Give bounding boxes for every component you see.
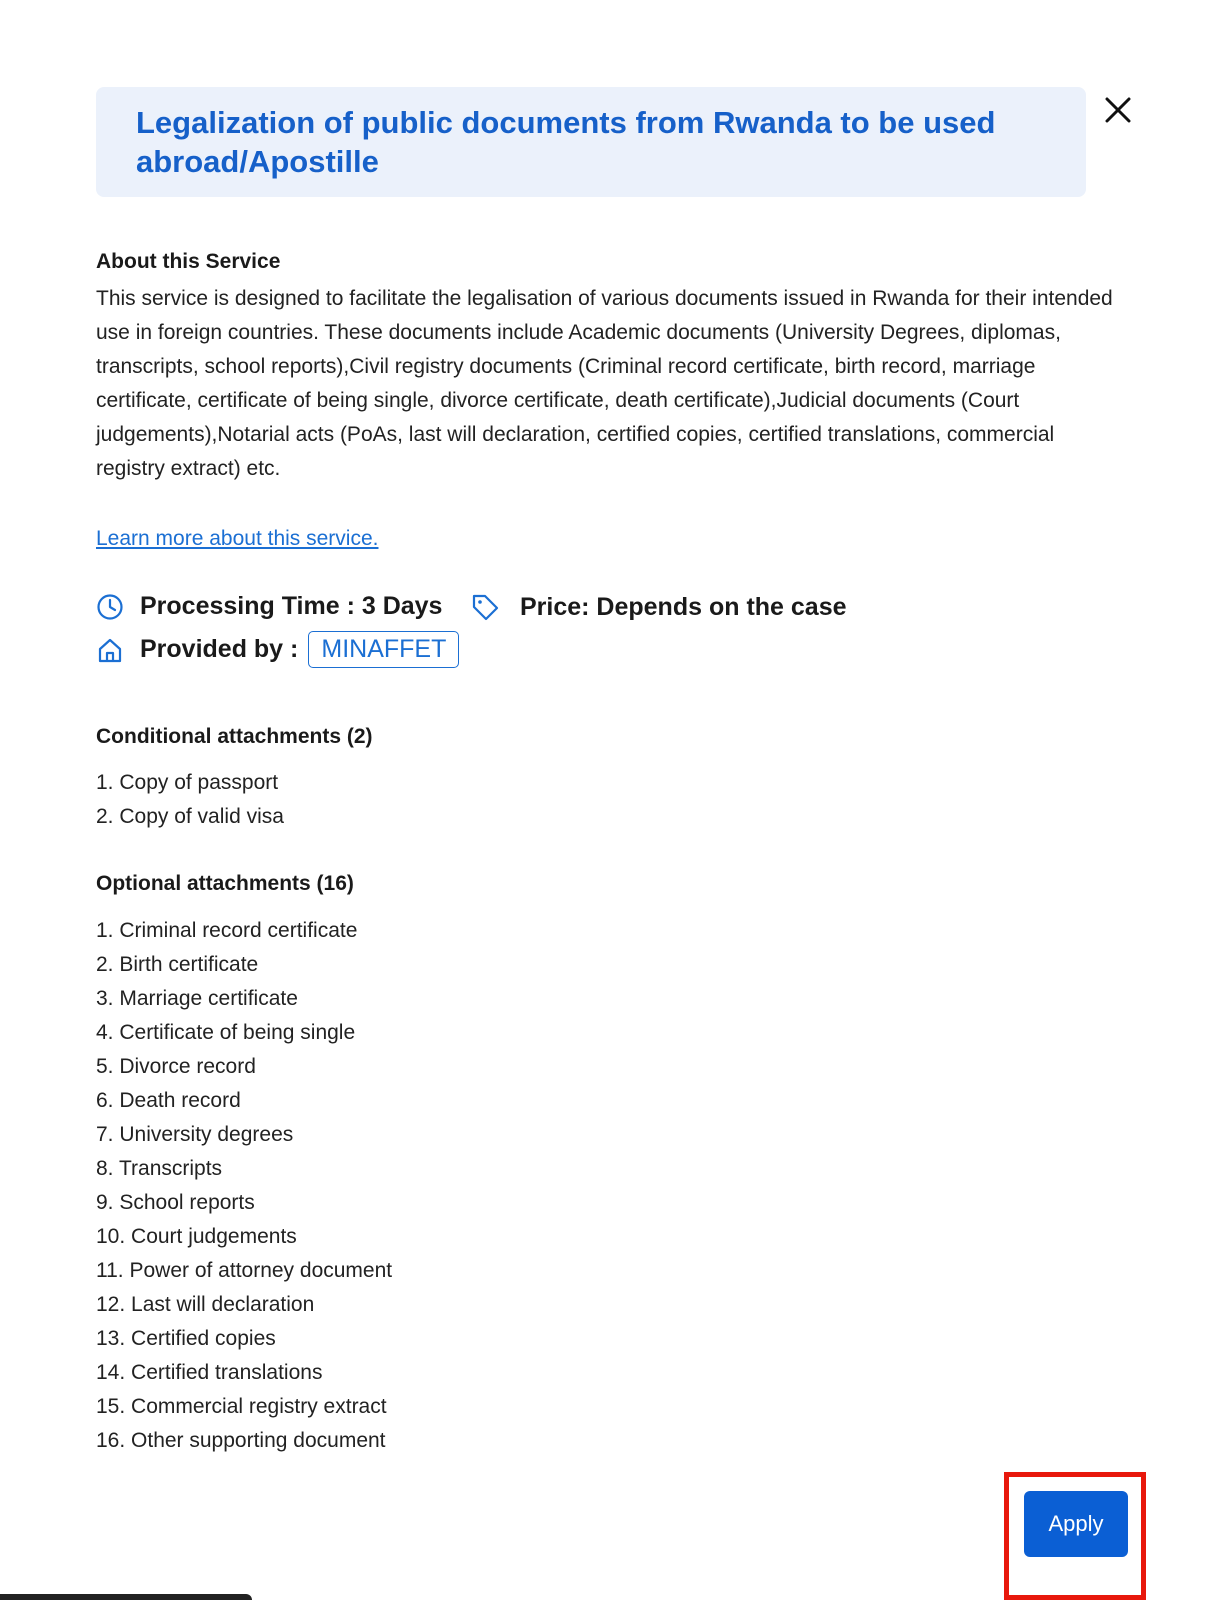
- list-item: 5. Divorce record: [96, 1055, 256, 1078]
- about-heading: About this Service: [96, 250, 281, 273]
- list-item: 1. Criminal record certificate: [96, 919, 358, 942]
- list-item: 7. University degrees: [96, 1123, 294, 1146]
- provider-badge[interactable]: MINAFFET: [308, 631, 459, 668]
- tag-icon: [470, 592, 500, 622]
- list-item: 14. Certified translations: [96, 1361, 323, 1384]
- close-icon: [1105, 97, 1131, 123]
- provided-by-label: Provided by :: [140, 635, 299, 663]
- list-item: 16. Other supporting document: [96, 1429, 386, 1452]
- processing-time: [96, 592, 442, 621]
- list-item: 2. Birth certificate: [96, 953, 259, 976]
- list-item: 13. Certified copies: [96, 1327, 276, 1350]
- list-item: 1. Copy of passport: [96, 771, 279, 794]
- clock-icon: [96, 593, 124, 621]
- list-item: 6. Death record: [96, 1089, 241, 1112]
- scroll-indicator: [0, 1594, 252, 1600]
- optional-attachments-heading: Optional attachments (16): [96, 872, 354, 895]
- about-description: This service is designed to facilitate the legalisation of various documents issued in Rwanda for their intended use in foreign countries. These documents include Academic documents (University Degrees, diplomas, transcripts, school reports),Civil registry documents (Criminal record certificate, birth record, marriage certificate, certificate of being single, divorce certificate, death certificate),Judicial documents (Court judgements),Notarial acts (PoAs, last will declaration, certified copies, certified translations, commercial registry extract) etc.: [96, 287, 1113, 480]
- list-item: 2. Copy of valid visa: [96, 805, 284, 828]
- price: [470, 592, 847, 622]
- home-icon: [96, 636, 124, 664]
- apply-button[interactable]: Apply: [1024, 1491, 1128, 1557]
- conditional-attachments-heading: Conditional attachments (2): [96, 725, 373, 748]
- list-item: 4. Certificate of being single: [96, 1021, 356, 1044]
- provided-by: [96, 631, 459, 668]
- processing-time-text: Processing Time : 3 Days: [140, 592, 443, 620]
- list-item: 12. Last will declaration: [96, 1293, 315, 1316]
- conditional-attachments-list: [96, 766, 284, 834]
- list-item: 8. Transcripts: [96, 1157, 223, 1180]
- list-item: 9. School reports: [96, 1191, 255, 1214]
- list-item: 15. Commercial registry extract: [96, 1395, 387, 1418]
- list-item: 3. Marriage certificate: [96, 987, 298, 1010]
- price-text: Price: Depends on the case: [520, 592, 847, 621]
- modal-header: [96, 87, 1086, 197]
- close-button[interactable]: [1100, 92, 1136, 128]
- optional-attachments-list: [96, 914, 392, 1458]
- list-item: 10. Court judgements: [96, 1225, 297, 1248]
- service-title: Legalization of public documents from Rwanda to be used abroad/Apostille: [136, 105, 996, 179]
- list-item: 11. Power of attorney document: [96, 1259, 393, 1282]
- learn-more-link[interactable]: Learn more about this service.: [96, 527, 379, 550]
